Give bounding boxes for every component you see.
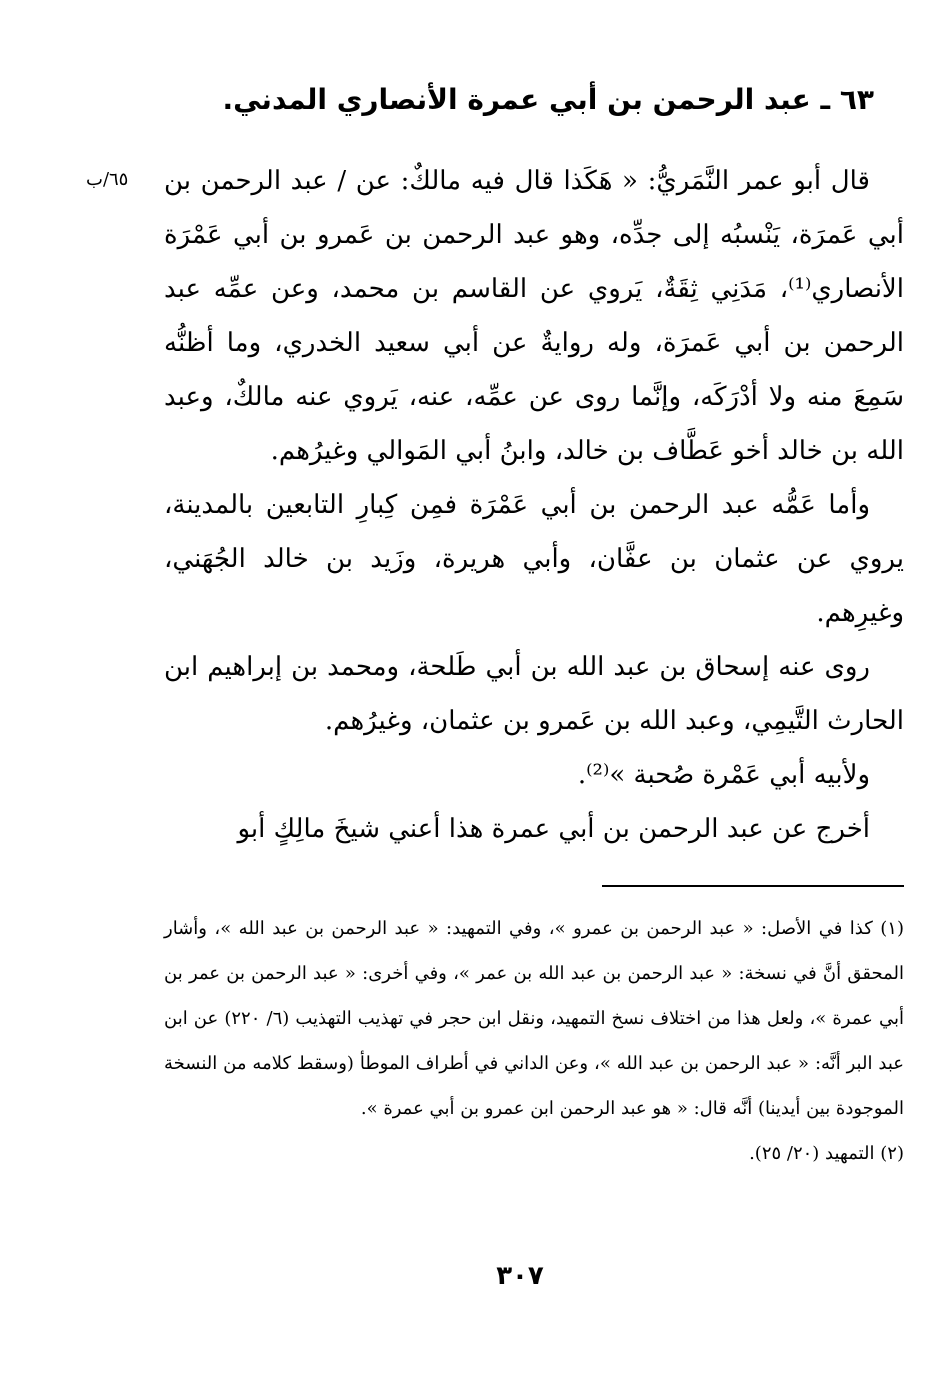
main-text	[164, 154, 904, 856]
footnotes	[164, 906, 904, 1176]
paragraph-narrators: روى عنه إسحاق بن عبد الله بن أبي طَلحة، ومحمد بن إبراهيم ابن الحارث التَّيمِي، وعبد الله بن عَمرو بن عثمان، وغيرُهم.	[164, 652, 904, 736]
footnote-2: (٢) التمهيد (٢٠/ ٢٥).	[749, 1143, 904, 1164]
footnote-1: (١) كذا في الأصل: « عبد الرحمن بن عمرو »، وفي التمهيد: « عبد الرحمن بن عبد الله »، وأشار المحقق أنَّ في نسخة: « عبد الرحمن بن عبد الله بن عمر »، وفي أخرى: « عبد الرحمن بن عمر بن أبي عمرة »، ولعل هذا من اختلاف نسخ التمهيد، ونقل ابن حجر في تهذيب التهذيب (٦/ ٢٢٠) عن ابن عبد البر أنَّه: « عبد الرحمن بن عبد الله »، وعن الداني في أطراف الموطأ (وسقط كلامه من النسخة الموجودة بين أيدينا) أنَّه قال: « هو عبد الرحمن ابن عمرو بن أبي عمرة ».	[164, 918, 904, 1119]
page-number: ٣٠٧	[496, 1261, 544, 1291]
manuscript-folio-note: ٦٥/ب	[86, 169, 129, 190]
paragraph-continuation: أخرج عن عبد الرحمن بن أبي عمرة هذا أعني شيخَ مالِكٍ أبو	[237, 814, 870, 844]
footnote-separator	[602, 885, 904, 887]
entry-heading: ٦٣ ـ عبد الرحمن بن أبي عمرة الأنصاري المدني.	[222, 83, 874, 116]
paragraph-uncle: وأما عَمُّه عبد الرحمن بن أبي عَمْرَة فمِن كِبارِ التابعين بالمدينة، يروي عن عثمان بن عفَّان، وأبي هريرة، وزَيد بن خالد الجُهَني، وغيرِهم.	[164, 490, 904, 628]
paragraph-father: ولأبيه أبي عَمْرة صُحبة »⁽²⁾.	[577, 760, 870, 790]
paragraph-quote-intro: قال أبو عمر النَّمَريُّ: « هَكَذا قال فيه مالكٌ: عن / عبد الرحمن بن أبي عَمرَة، يَنْسبُه إلى جدِّه، وهو عبد الرحمن بن عَمرو بن أبي عَمْرَة الأنصاري⁽¹⁾، مَدَنِي ثِقَةٌ، يَروي عن القاسم بن محمد، وعن عمِّه عبد الرحمن بن أبي عَمرَة، وله روايةٌ عن أبي سعيد الخدري، وما أظنُّه سَمِعَ منه ولا أدْرَكَه، وإنَّما روى عن عمِّه، عنه، يَروي عنه مالكٌ، وعبد الله بن خالد أخو عَطَّاف بن خالد، وابنُ أبي المَوالي وغيرُهم.	[164, 166, 904, 466]
